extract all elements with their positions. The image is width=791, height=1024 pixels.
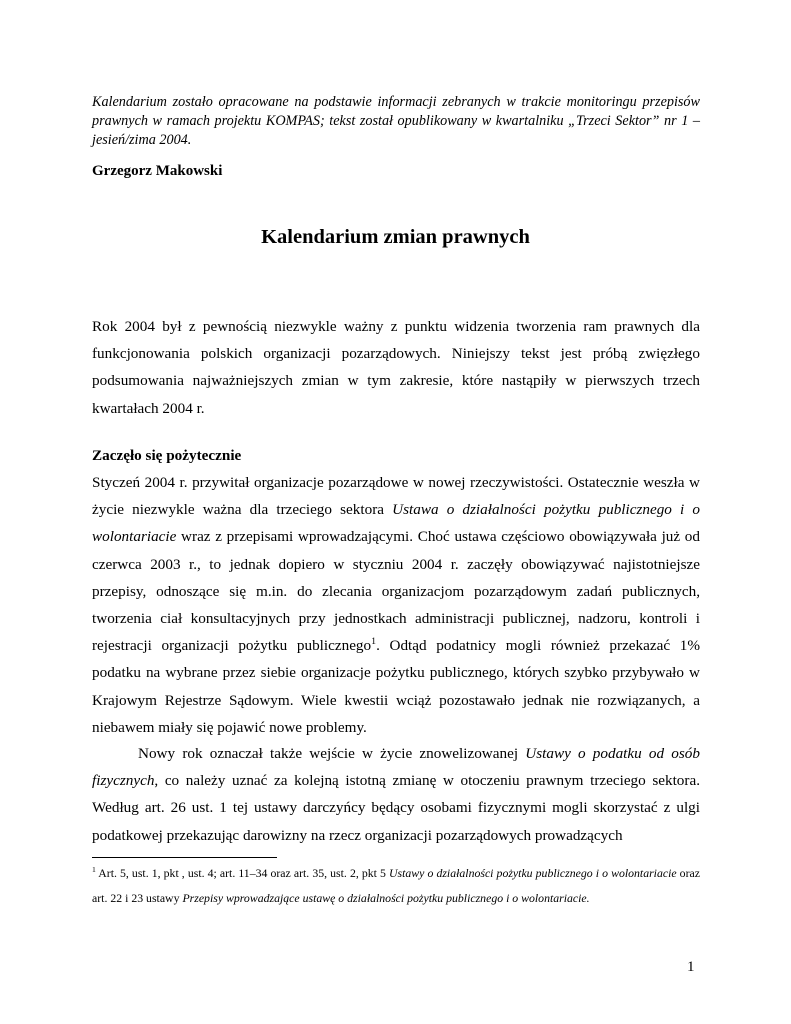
act-title: Ustawa o działalności pożytku publicznego i o wolontariacie	[92, 501, 700, 546]
footnote-text: oraz art. 22 i 23 ustawy	[92, 866, 700, 905]
author-name: Grzegorz Makowski	[92, 163, 223, 179]
paragraph-text: , co należy uznać za kolejną istotną zmianę w otoczeniu prawnym trzeciego sektora. Według art. 26 ust. 1 tej ustawy darczyńcy będący osobami fizycznymi mogli skorzystać z ulgi podatkowej przekazując darowizny na rzecz organizacji pozarządowych prowadzących	[92, 772, 700, 844]
document-title: Kalendarium zmian prawnych	[261, 226, 530, 248]
paragraph-text: Nowy rok oznaczał także wejście w życie znowelizowanej	[138, 745, 526, 762]
footnote-divider	[92, 857, 277, 858]
page-number: 1	[687, 959, 695, 975]
paragraph-january	[92, 469, 700, 741]
footnote-number: 1	[92, 865, 96, 875]
footnote	[92, 861, 700, 910]
intro-note: Kalendarium zostało opracowane na podstawie informacji zebranych w trakcie monitoringu przepisów prawnych w ramach projektu KOMPAS; tekst został opublikowany w kwartalniku „Trzeci Sektor” nr 1 – jesień/zima 2004.	[92, 94, 700, 148]
footnote-text: Art. 5, ust. 1, pkt , ust. 4; art. 11–34 oraz art. 35, ust. 2, pkt 5	[95, 866, 389, 880]
paragraph-text: Styczeń 2004 r. przywitał organizacje pozarządowe w nowej rzeczywistości. Ostatecznie weszła w życie niezwykle ważna dla trzeciego sektora	[92, 474, 700, 519]
footnote-act-title: Ustawy o działalności pożytku publicznego i o wolontariacie	[389, 866, 677, 880]
paragraph-text: . Odtąd podatnicy mogli również przekazać 1% podatku na wybrane przez siebie organizacje pożytku publicznego, których szybko przybywało w Krajowym Rejestrze Sądowym. Wiele kwestii wciąż pozostawało jednak nie rozwiązanych, a niebawem miały się pojawić nowe problemy.	[92, 637, 700, 736]
footnote-reference[interactable]: 1	[371, 636, 377, 648]
act-title: Ustawy o podatku od osób fizycznych	[92, 745, 700, 790]
paragraph-text: wraz z przepisami wprowadzającymi. Choć ustawa częściowo obowiązywała już od czerwca 2003 r., to jednak dopiero w styczniu 2004 r. zaczęły obowiązywać najistotniejsze przepisy, odnoszące się m.in. do zlecania organizacjom pozarządowym zadań publicznych, tworzenia ciał konsultacyjnych przy jednostkach administracji publicznej, nadzoru, kontroli i rejestracji organizacji pożytku publicznego	[92, 528, 700, 655]
footnote-act-title: Przepisy wprowadzające ustawę o działalności pożytku publicznego i o wolontariacie.	[182, 890, 590, 905]
paragraph-new-year	[92, 740, 700, 848]
section-heading: Zaczęło się pożytecznie	[92, 447, 242, 464]
paragraph-intro: Rok 2004 był z pewnością niezwykle ważny z punktu widzenia tworzenia ram prawnych dla funkcjonowania polskich organizacji pozarządowych. Niniejszy tekst jest próbą zwięzłego podsumowania najważniejszych zmian w tym zakresie, które nastąpiły w pierwszych trzech kwartałach 2004 r.	[92, 318, 700, 417]
